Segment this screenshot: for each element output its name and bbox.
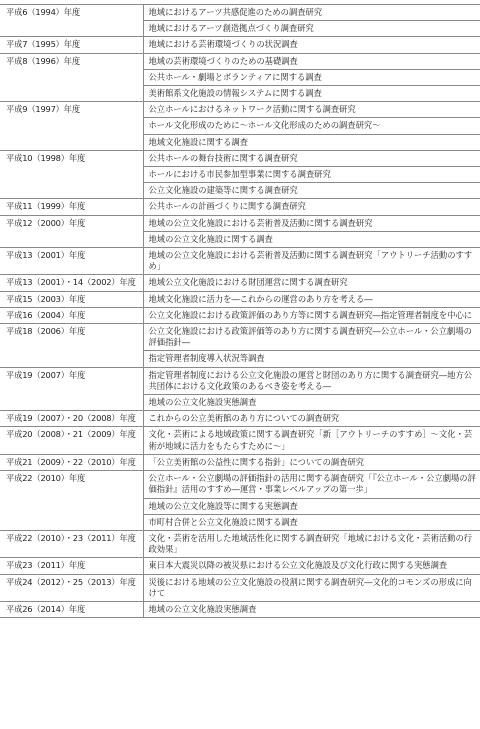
survey-title-cell: 公立ホール・公立劇場の評価指針の活用に関する調査研究「『公立ホール・公立劇場の評価指針』活用のすすめ―運営・事業レベルアップの第一歩」 bbox=[143, 471, 480, 498]
survey-title-cell: これからの公立美術館のあり方についての調査研究 bbox=[143, 411, 480, 427]
survey-title-cell: 公立文化施設における政策評価等のあり方に関する調査研究―公立ホール・公立劇場の評価指針― bbox=[143, 324, 480, 351]
table-row bbox=[0, 248, 480, 275]
survey-title-cell: 地域文化施設に関する調査 bbox=[143, 134, 480, 150]
survey-title-cell: 地域文化施設に活力を―これからの運営のあり方を考える― bbox=[143, 291, 480, 307]
survey-report-table bbox=[0, 4, 480, 618]
table-row bbox=[0, 307, 480, 323]
survey-title-cell: 地域の芸術環境づくりのための基礎調査 bbox=[143, 53, 480, 69]
table-row bbox=[0, 150, 480, 166]
fiscal-year-cell: 平成21（2009）・22（2010）年度 bbox=[0, 454, 143, 470]
survey-title-cell: 公立文化施設の建築等に関する調査研究 bbox=[143, 183, 480, 199]
survey-title-cell: 地域の公立文化施設における芸術普及活動に関する調査研究 bbox=[143, 215, 480, 231]
table-row bbox=[0, 102, 480, 118]
table-row bbox=[0, 5, 480, 21]
fiscal-year-cell: 平成7（1995）年度 bbox=[0, 37, 143, 53]
survey-title-cell: 公立文化施設における政策評価のあり方等に関する調査研究―指定管理者制度を中心に bbox=[143, 307, 480, 323]
fiscal-year-cell: 平成16（2004）年度 bbox=[0, 307, 143, 323]
fiscal-year-cell: 平成10（1998）年度 bbox=[0, 150, 143, 199]
survey-title-cell: 指定管理者制度における公立文化施設の運営と財団のあり方に関する調査研究―地方公共団体における文化政策のあるべき姿を考える― bbox=[143, 367, 480, 394]
survey-title-cell: 災後における地域の公立文化施設の役割に関する調査研究―文化的コモンズの形成に向けて bbox=[143, 574, 480, 601]
survey-title-cell: ホール文化形成のために〜ホール文化形成のための調査研究〜 bbox=[143, 118, 480, 134]
table-row bbox=[0, 530, 480, 557]
table-row bbox=[0, 324, 480, 351]
fiscal-year-cell: 平成22（2010）・23（2011）年度 bbox=[0, 530, 143, 557]
fiscal-year-cell: 平成9（1997）年度 bbox=[0, 102, 143, 151]
table-row bbox=[0, 558, 480, 574]
fiscal-year-cell: 平成8（1996）年度 bbox=[0, 53, 143, 102]
fiscal-year-cell: 平成22（2010）年度 bbox=[0, 471, 143, 531]
survey-title-cell: 市町村合併と公立文化施設に関する調査 bbox=[143, 514, 480, 530]
survey-title-cell: 地域の公立文化施設実態調査 bbox=[143, 601, 480, 617]
fiscal-year-cell: 平成13（2001）年度 bbox=[0, 248, 143, 275]
survey-title-cell: 東日本大震災以降の被災県における公立文化施設及び文化行政に関する実態調査 bbox=[143, 558, 480, 574]
fiscal-year-cell: 平成19（2007）・20（2008）年度 bbox=[0, 411, 143, 427]
fiscal-year-cell: 平成15（2003）年度 bbox=[0, 291, 143, 307]
survey-title-cell: ホールにおける市民参加型事業に関する調査研究 bbox=[143, 167, 480, 183]
table-row bbox=[0, 291, 480, 307]
survey-title-cell: 文化・芸術を活用した地域活性化に関する調査研究「地域における文化・芸術活動の行政効果」 bbox=[143, 530, 480, 557]
survey-report-table-body bbox=[0, 5, 480, 618]
survey-title-cell: 地域におけるアーツ共感促進のための調査研究 bbox=[143, 5, 480, 21]
table-row bbox=[0, 53, 480, 69]
table-row bbox=[0, 199, 480, 215]
table-row bbox=[0, 471, 480, 498]
survey-title-cell: 地域における芸術環境づくりの状況調査 bbox=[143, 37, 480, 53]
table-row bbox=[0, 574, 480, 601]
survey-title-cell: 「公立美術館の公益性に関する指針」についての調査研究 bbox=[143, 454, 480, 470]
fiscal-year-cell: 平成6（1994）年度 bbox=[0, 5, 143, 37]
table-row bbox=[0, 275, 480, 291]
fiscal-year-cell: 平成11（1999）年度 bbox=[0, 199, 143, 215]
survey-title-cell: 公共ホールの計画づくりに関する調査研究 bbox=[143, 199, 480, 215]
survey-title-cell: 美術館系文化施設の情報システムに関する調査 bbox=[143, 86, 480, 102]
fiscal-year-cell: 平成19（2007）年度 bbox=[0, 367, 143, 411]
table-row bbox=[0, 427, 480, 454]
survey-title-cell: 公共ホール・劇場とボランティアに関する調査 bbox=[143, 69, 480, 85]
table-row bbox=[0, 215, 480, 231]
table-row bbox=[0, 37, 480, 53]
survey-title-cell: 文化・芸術による地域政策に関する調査研究「新［アウトリーチのすすめ］〜文化・芸術が地域に活力をもたらすために〜」 bbox=[143, 427, 480, 454]
survey-title-cell: 公立ホールにおけるネットワーク活動に関する調査研究 bbox=[143, 102, 480, 118]
fiscal-year-cell: 平成23（2011）年度 bbox=[0, 558, 143, 574]
fiscal-year-cell: 平成20（2008）・21（2009）年度 bbox=[0, 427, 143, 454]
fiscal-year-cell: 平成26（2014）年度 bbox=[0, 601, 143, 617]
survey-title-cell: 指定管理者制度導入状況等調査 bbox=[143, 351, 480, 367]
survey-title-cell: 地域の公立文化施設における芸術普及活動に関する調査研究「アウトリーチ活動のすすめ」 bbox=[143, 248, 480, 275]
table-row bbox=[0, 454, 480, 470]
survey-title-cell: 地域におけるアーツ創造拠点づくり調査研究 bbox=[143, 21, 480, 37]
survey-title-cell: 地域公立文化施設における財団運営に関する調査研究 bbox=[143, 275, 480, 291]
table-row bbox=[0, 367, 480, 394]
table-row bbox=[0, 411, 480, 427]
fiscal-year-cell: 平成12（2000）年度 bbox=[0, 215, 143, 247]
survey-title-cell: 地域の公立文化施設に関する調査 bbox=[143, 231, 480, 247]
survey-title-cell: 公共ホールの舞台技術に関する調査研究 bbox=[143, 150, 480, 166]
table-row bbox=[0, 601, 480, 617]
survey-title-cell: 地域の公立文化施設実態調査 bbox=[143, 395, 480, 411]
fiscal-year-cell: 平成24（2012）・25（2013）年度 bbox=[0, 574, 143, 601]
survey-title-cell: 地域の公立文化施設等に関する実態調査 bbox=[143, 498, 480, 514]
fiscal-year-cell: 平成18（2006）年度 bbox=[0, 324, 143, 368]
fiscal-year-cell: 平成13（2001）・14（2002）年度 bbox=[0, 275, 143, 291]
